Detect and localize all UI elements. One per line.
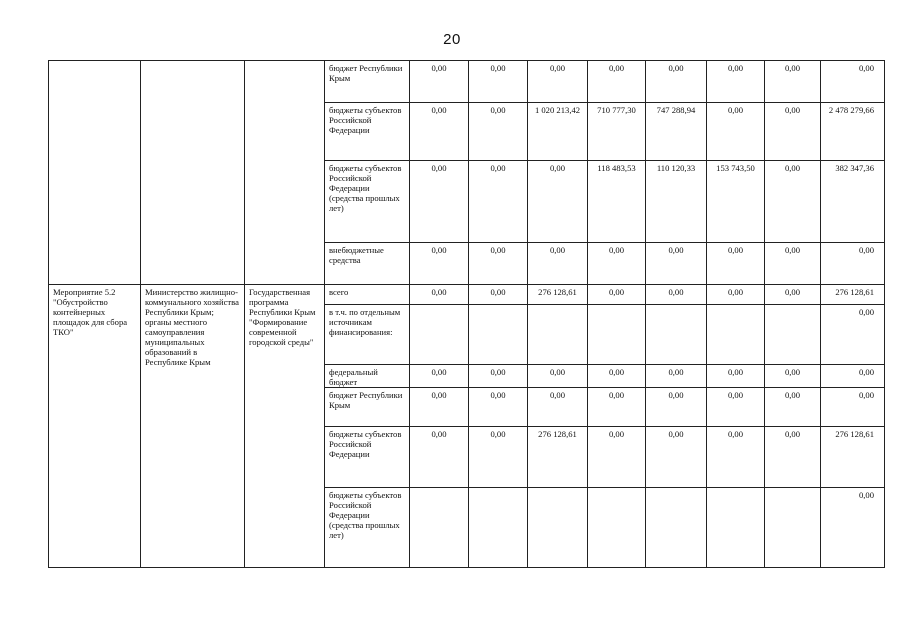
value-cell [469, 305, 528, 365]
executor-cell: Министерство жилищно-коммунального хозяйства Республики Крым; органы местного самоуправления муниципальных образований в Республике Крым [141, 285, 245, 568]
value-cell: 0,00 [646, 285, 707, 305]
value-cell: 0,00 [707, 61, 765, 103]
value-cell [469, 488, 528, 568]
value-cell: 0,00 [821, 61, 885, 103]
program-cell: Государственная программа Республики Крым "Формирование современной городской среды" [245, 285, 325, 568]
funding-source-label: внебюджетные средства [325, 243, 410, 285]
value-cell: 0,00 [707, 388, 765, 427]
value-cell: 0,00 [588, 285, 646, 305]
value-cell: 153 743,50 [707, 161, 765, 243]
value-cell [707, 488, 765, 568]
empty-cell-program [245, 61, 325, 285]
value-cell: 382 347,36 [821, 161, 885, 243]
value-cell: 0,00 [765, 365, 821, 388]
value-cell: 0,00 [646, 61, 707, 103]
value-cell [765, 488, 821, 568]
value-cell [528, 305, 588, 365]
value-cell: 0,00 [469, 243, 528, 285]
value-cell: 0,00 [469, 285, 528, 305]
funding-source-label: бюджеты субъектов Российской Федерации [325, 427, 410, 488]
value-cell [588, 488, 646, 568]
value-cell: 747 288,94 [646, 103, 707, 161]
value-cell: 0,00 [410, 285, 469, 305]
value-cell: 0,00 [469, 161, 528, 243]
page-number: 20 [443, 31, 461, 48]
value-cell: 0,00 [410, 61, 469, 103]
value-cell [765, 305, 821, 365]
value-cell: 0,00 [410, 243, 469, 285]
funding-source-label: бюджеты субъектов Российской Федерации (средства прошлых лет) [325, 161, 410, 243]
value-cell: 0,00 [821, 488, 885, 568]
value-cell: 0,00 [646, 388, 707, 427]
value-cell: 0,00 [765, 243, 821, 285]
value-cell: 2 478 279,66 [821, 103, 885, 161]
value-cell: 0,00 [821, 305, 885, 365]
value-cell [410, 305, 469, 365]
value-cell: 0,00 [821, 388, 885, 427]
empty-cell-executor [141, 61, 245, 285]
value-cell: 276 128,61 [821, 285, 885, 305]
value-cell [588, 305, 646, 365]
value-cell: 0,00 [410, 103, 469, 161]
value-cell: 0,00 [469, 427, 528, 488]
value-cell: 0,00 [469, 61, 528, 103]
funding-source-label: в т.ч. по отдельным источникам финансирования: [325, 305, 410, 365]
value-cell [646, 488, 707, 568]
table-row [49, 285, 885, 305]
value-cell: 110 120,33 [646, 161, 707, 243]
value-cell: 0,00 [646, 427, 707, 488]
value-cell: 0,00 [528, 61, 588, 103]
value-cell: 0,00 [410, 427, 469, 488]
value-cell: 0,00 [707, 243, 765, 285]
value-cell: 0,00 [410, 161, 469, 243]
value-cell: 0,00 [410, 365, 469, 388]
value-cell: 276 128,61 [528, 285, 588, 305]
funding-source-label: бюджеты субъектов Российской Федерации [325, 103, 410, 161]
value-cell [410, 488, 469, 568]
value-cell: 0,00 [410, 388, 469, 427]
value-cell: 0,00 [707, 365, 765, 388]
value-cell: 0,00 [469, 388, 528, 427]
value-cell: 0,00 [765, 285, 821, 305]
value-cell: 710 777,30 [588, 103, 646, 161]
value-cell: 0,00 [528, 243, 588, 285]
value-cell: 0,00 [707, 427, 765, 488]
value-cell: 0,00 [765, 388, 821, 427]
value-cell: 0,00 [707, 103, 765, 161]
measure-name-cell: Мероприятие 5.2 "Обустройство контейнерных площадок для сбора ТКО" [49, 285, 141, 568]
value-cell: 276 128,61 [528, 427, 588, 488]
empty-cell-measure [49, 61, 141, 285]
value-cell: 0,00 [528, 365, 588, 388]
value-cell: 0,00 [765, 427, 821, 488]
table-body [49, 61, 885, 568]
value-cell: 0,00 [765, 103, 821, 161]
funding-source-label: всего [325, 285, 410, 305]
value-cell [528, 488, 588, 568]
value-cell: 0,00 [646, 365, 707, 388]
value-cell: 0,00 [588, 61, 646, 103]
funding-source-label: бюджет Республики Крым [325, 61, 410, 103]
funding-source-label: бюджет Республики Крым [325, 388, 410, 427]
value-cell: 0,00 [588, 388, 646, 427]
value-cell: 0,00 [646, 243, 707, 285]
value-cell [707, 305, 765, 365]
table-row [49, 61, 885, 103]
value-cell: 0,00 [765, 161, 821, 243]
value-cell: 118 483,53 [588, 161, 646, 243]
value-cell: 0,00 [469, 103, 528, 161]
value-cell: 0,00 [528, 161, 588, 243]
funding-source-label: федеральный бюджет [325, 365, 410, 388]
value-cell: 0,00 [707, 285, 765, 305]
value-cell [646, 305, 707, 365]
value-cell: 0,00 [821, 365, 885, 388]
value-cell: 0,00 [588, 365, 646, 388]
value-cell: 0,00 [821, 243, 885, 285]
value-cell: 0,00 [588, 243, 646, 285]
value-cell: 0,00 [765, 61, 821, 103]
value-cell: 0,00 [588, 427, 646, 488]
value-cell: 0,00 [528, 388, 588, 427]
value-cell: 1 020 213,42 [528, 103, 588, 161]
financing-table [48, 60, 885, 568]
funding-source-label: бюджеты субъектов Российской Федерации (средства прошлых лет) [325, 488, 410, 568]
value-cell: 276 128,61 [821, 427, 885, 488]
value-cell: 0,00 [469, 365, 528, 388]
